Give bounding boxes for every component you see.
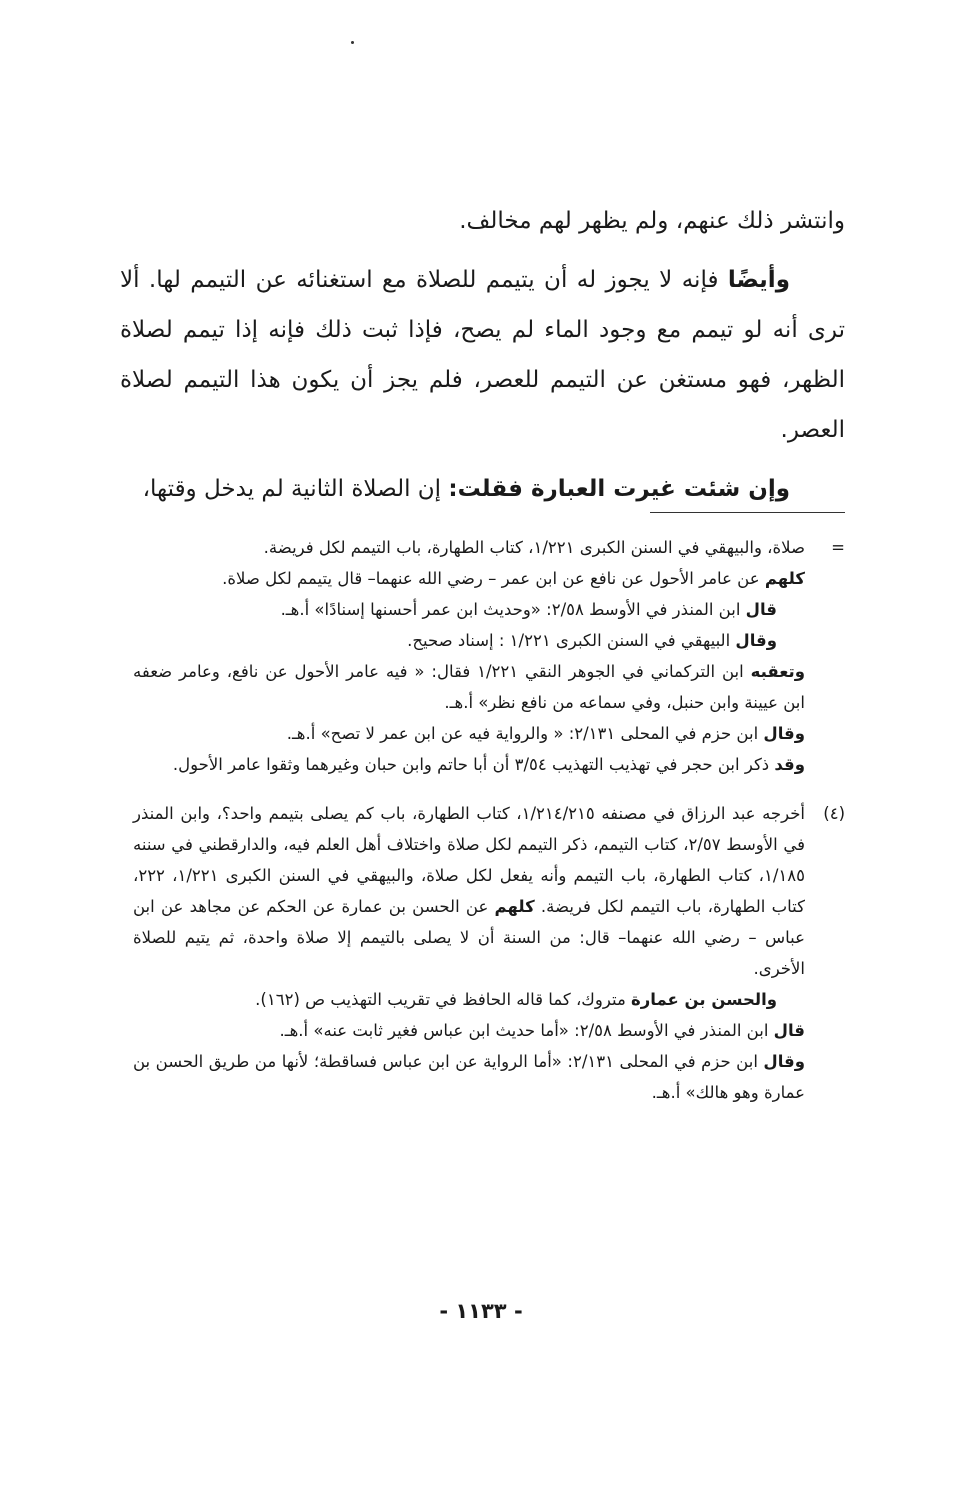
- footnotes: [133, 532, 845, 1108]
- paragraph-2-lead: وأيضًا: [727, 267, 790, 293]
- paragraph-3-lead: وإن شئت غيرت العبارة فقلت:: [448, 476, 790, 502]
- footnote-separator: [650, 512, 845, 513]
- footnote-body: [133, 798, 805, 1108]
- footnote-continued: [133, 532, 845, 780]
- footnote-line: وتعقبه ابن التركماني في الجوهر النقي ١/٢٢١ فقال: « فيه عامر الأحول عن نافع، وعامر ضعفه ابن عيينة وابن حنبل، وفي سماعه من نافع نظر» أ.هـ.: [133, 662, 805, 712]
- footnote-line: صلاة، والبيهقي في السنن الكبرى ١/٢٢١، كتاب الطهارة، باب التيمم لكل فريضة.: [263, 538, 805, 557]
- footnote-line: وقال ابن حزم في المحلى ٢/١٣١: «أما الرواية عن ابن عباس فساقطة؛ لأنها من طريق الحسن بن عمارة وهو هالك» أ.هـ.: [133, 1052, 805, 1102]
- footnote-4: [133, 798, 845, 1108]
- footnote-line: قال ابن المنذر في الأوسط ٢/٥٨: «وحديث ابن عمر أحسنها إسنادًا» أ.هـ.: [280, 600, 777, 619]
- footnote-line: وقال البيهقي في السنن الكبرى ١/٢٢١ : إسناد صحيح.: [407, 631, 777, 650]
- footnote-line: والحسن بن عمارة متروك، كما قاله الحافظ في تقريب التهذيب ص (١٦٢).: [255, 990, 777, 1009]
- footnote-line: وقد ذكر ابن حجر في تهذيب التهذيب ٣/٥٤ أن أبا حاتم وابن حبان وغيرهما وثقوا عامر الأحول.: [172, 755, 805, 774]
- main-text: [120, 196, 845, 523]
- footnote-line: وقال ابن حزم في المحلى ٢/١٣١: « والرواية فيه عن ابن عمر لا تصح» أ.هـ.: [286, 724, 805, 743]
- footnote-marker: (٤): [823, 804, 845, 823]
- footnote-line: أخرجه عبد الرزاق في مصنفه ١/٢١٤/٢١٥، كتاب الطهارة، باب كم يصلى بتيمم واحد؟، وابن المنذر في الأوسط ٢/٥٧، كتاب التيمم، ذكر التيمم لكل صلاة واختلاف أهل العلم فيه، والدارقطني في سننه ١/١٨٥، كتاب الطهارة، باب التيمم وأنه يفعل لكل صلاة، والبيهقي في السنن الكبرى ١/٢٢١، ٢٢٢، كتاب الطهارة، باب التيمم لكل فريضة. كلهم عن الحسن بن عمارة عن الحكم عن مجاهد عن ابن عباس – رضي الله عنهما– قال: من السنة أن لا يصلى بالتيمم إلا صلاة واحدة، ثم يتيم للصلاة الأخرى.: [133, 804, 806, 978]
- paragraph-3-text: إن الصلاة الثانية لم يدخل وقتها،: [142, 476, 449, 502]
- footnote-line: قال ابن المنذر في الأوسط ٢/٥٨: «أما حديث ابن عباس فغير ثابت عنه» أ.هـ.: [279, 1021, 805, 1040]
- paragraph-2-text: فإنه لا يجوز له أن يتيمم للصلاة مع استغنائه عن التيمم لها. ألا ترى أنه لو تيمم مع وجود الماء لم يصح، فإذا ثبت ذلك فإنه إذا تيمم لصلاة الظهر، فهو مستغن عن التيمم للعصر، فلم يجز أن يكون هذا التيمم لصلاة العصر.: [120, 267, 845, 443]
- footnote-line: كلهم عن عامر الأحول عن نافع عن ابن عمر – رضي الله عنهما– قال يتيمم لكل صلاة.: [222, 569, 805, 588]
- paragraph-1: وانتشر ذلك عنهم، ولم يظهر لهم مخالف.: [459, 208, 845, 234]
- paragraph-3: [120, 464, 845, 514]
- footnote-marker: =: [831, 538, 845, 557]
- page-number: - ١١٣٣ -: [439, 1299, 523, 1323]
- stray-dot: [351, 41, 354, 44]
- paragraph-2: [120, 255, 845, 455]
- footnote-body: [133, 532, 805, 780]
